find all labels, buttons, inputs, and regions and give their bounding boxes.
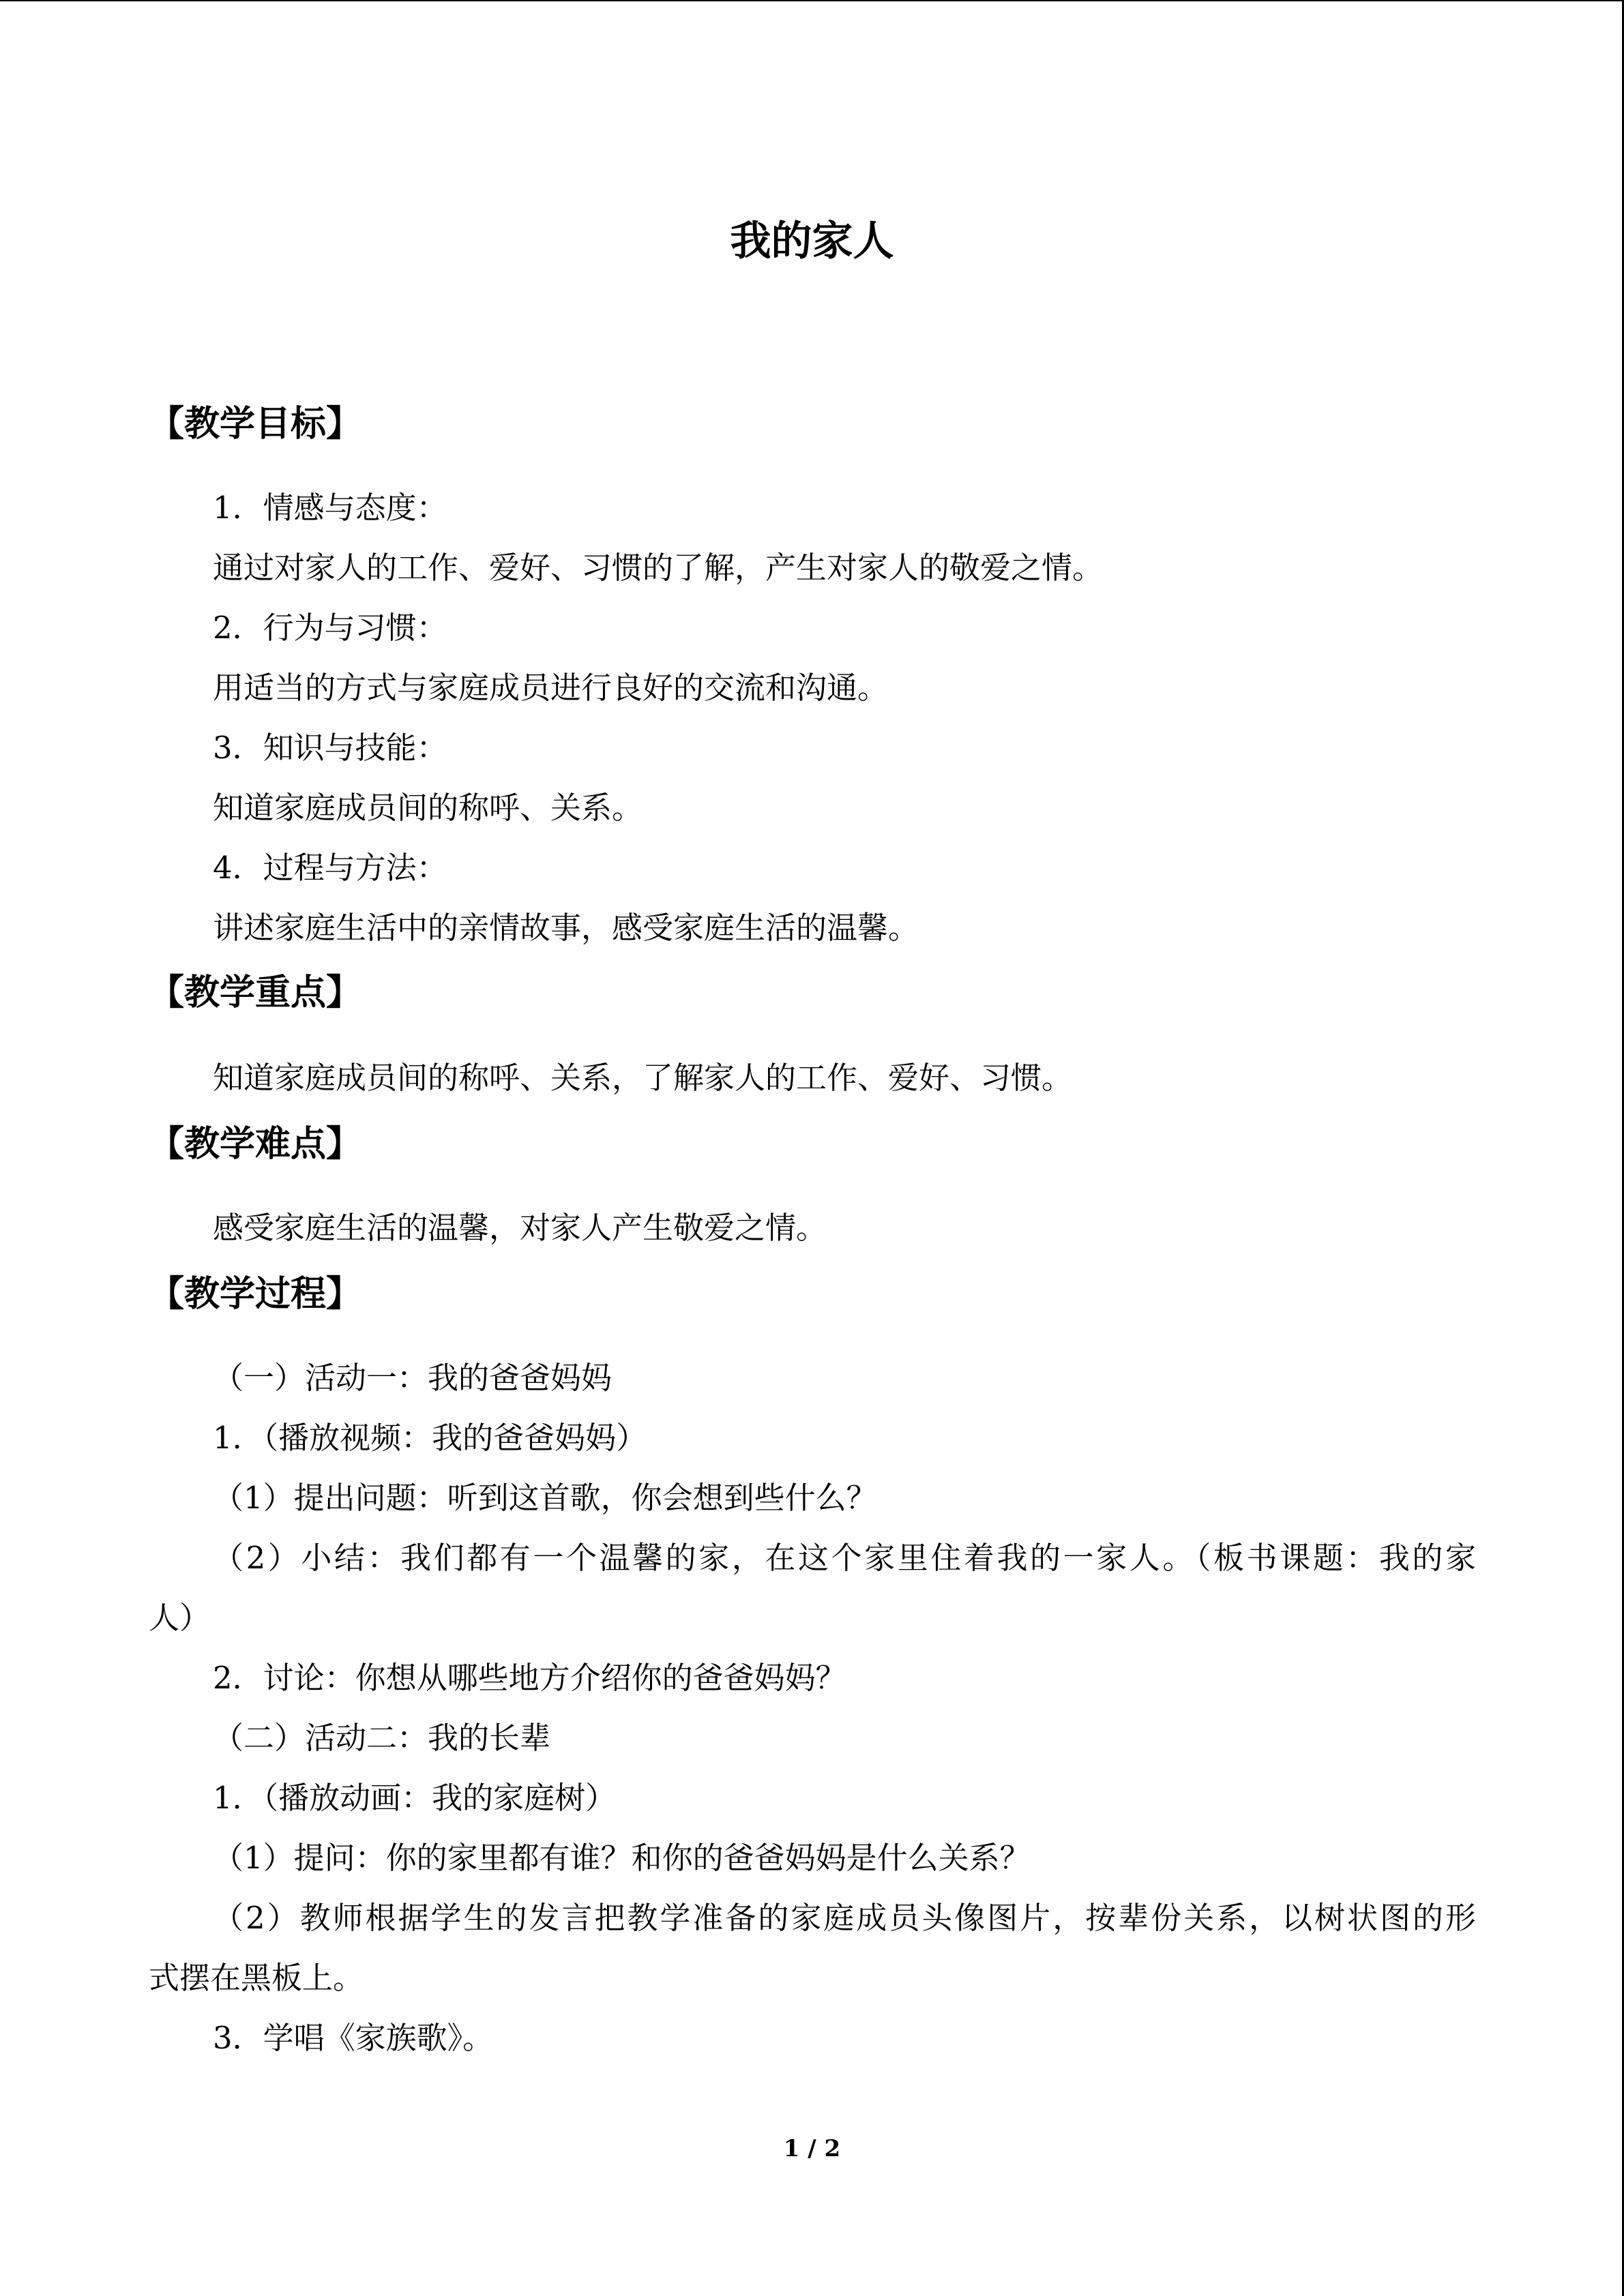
process-line: 2．讨论：你想从哪些地方介绍你的爸爸妈妈？ [213, 1660, 846, 1696]
difficulties-text: 感受家庭生活的温馨，对家人产生敬爱之情。 [213, 1210, 827, 1246]
heading-difficulties: 【教学难点】 [149, 1123, 362, 1165]
process-line: 1．（播放动画：我的家庭树） [213, 1780, 617, 1816]
page-title: 我的家人 [730, 218, 894, 265]
goal-text-2: 用适当的方式与家庭成员进行良好的交流和沟通。 [213, 670, 889, 706]
process-line: 3．学唱《家族歌》。 [213, 2020, 494, 2056]
page-number: 1 / 2 [783, 2135, 841, 2162]
process-line: （二）活动二：我的长辈 [213, 1720, 551, 1756]
process-line: （2）教师根据学生的发言把教学准备的家庭成员头像图片，按辈份关系，以树状图的形 [213, 1900, 1476, 1936]
key-points-text: 知道家庭成员间的称呼、关系，了解家人的工作、爱好、习惯。 [213, 1060, 1073, 1096]
goal-text-4: 讲述家庭生活中的亲情故事，感受家庭生活的温馨。 [213, 910, 919, 946]
heading-teaching-goals: 【教学目标】 [149, 403, 362, 445]
goal-text-1: 通过对家人的工作、爱好、习惯的了解，产生对家人的敬爱之情。 [213, 550, 1104, 586]
goal-label-3: 3．知识与技能： [213, 730, 447, 766]
goal-label-1: 1．情感与态度： [213, 490, 447, 526]
heading-key-points: 【教学重点】 [149, 972, 362, 1013]
process-line: （一）活动一：我的爸爸妈妈 [213, 1360, 612, 1396]
heading-teaching-process: 【教学过程】 [149, 1273, 362, 1315]
process-line: （2）小结：我们都有一个温馨的家，在这个家里住着我的一家人。（板书课题：我的家 [213, 1540, 1476, 1576]
goal-label-4: 4．过程与方法： [213, 850, 447, 886]
process-line: 人） [149, 1600, 211, 1636]
process-line: （1）提出问题：听到这首歌，你会想到些什么？ [213, 1480, 877, 1516]
process-line: 1．（播放视频：我的爸爸妈妈） [213, 1420, 647, 1456]
process-line: （1）提问：你的家里都有谁？和你的爸爸妈妈是什么关系？ [213, 1840, 1031, 1876]
process-line: 式摆在黑板上。 [149, 1960, 364, 1996]
goal-label-2: 2．行为与习惯： [213, 610, 447, 646]
goal-text-3: 知道家庭成员间的称呼、关系。 [213, 790, 643, 826]
